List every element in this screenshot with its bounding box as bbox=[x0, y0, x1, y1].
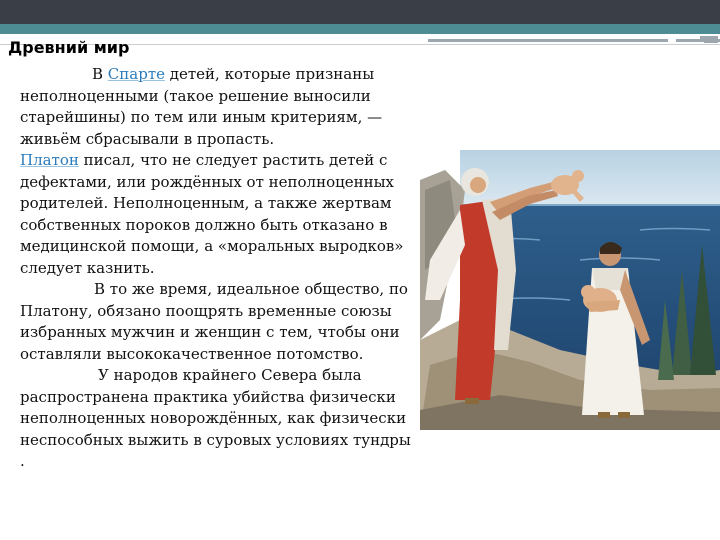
plato-link[interactable]: Платон bbox=[20, 151, 79, 169]
paragraph-sparta bbox=[20, 64, 415, 150]
divider-line bbox=[428, 39, 668, 42]
body-text bbox=[20, 64, 415, 473]
text-fragment: детей, которые признаны неполноценными (такое решение выносили старейшины) по тем или иным критериям, — живьём сбрасывали в пропасть. bbox=[20, 65, 383, 148]
paragraph-plato bbox=[20, 150, 415, 279]
text-fragment: У народов крайнего Севера была распространена практика убийства физически неполноценных новорождённых, как физически неспособных выжить в суровых условиях тундры . bbox=[20, 366, 411, 470]
text-fragment: В то же время, идеальное общество, по Платону, обязано поощрять временные союзы избранных мужчин и женщин с тем, чтобы они оставляли высококачественное потомство. bbox=[20, 280, 408, 363]
top-bar bbox=[0, 0, 720, 24]
accent-bar bbox=[0, 24, 720, 34]
sparta-link[interactable]: Спарте bbox=[107, 65, 165, 83]
slide-title: Древний мир bbox=[8, 38, 130, 57]
paragraph-ideal-society bbox=[20, 279, 415, 365]
text-fragment: В bbox=[92, 65, 108, 83]
corner-decoration bbox=[700, 34, 718, 44]
spartan-scene-illustration bbox=[420, 150, 720, 430]
paragraph-north bbox=[20, 365, 415, 473]
text-fragment: писал, что не следует растить детей с дефектами, или рождённых от неполноценных родителей. Неполноценным, а также жертвам собственных пороков должно быть отказано в медицинской помощи, а «моральных выродков» следует казнить. bbox=[20, 151, 404, 277]
